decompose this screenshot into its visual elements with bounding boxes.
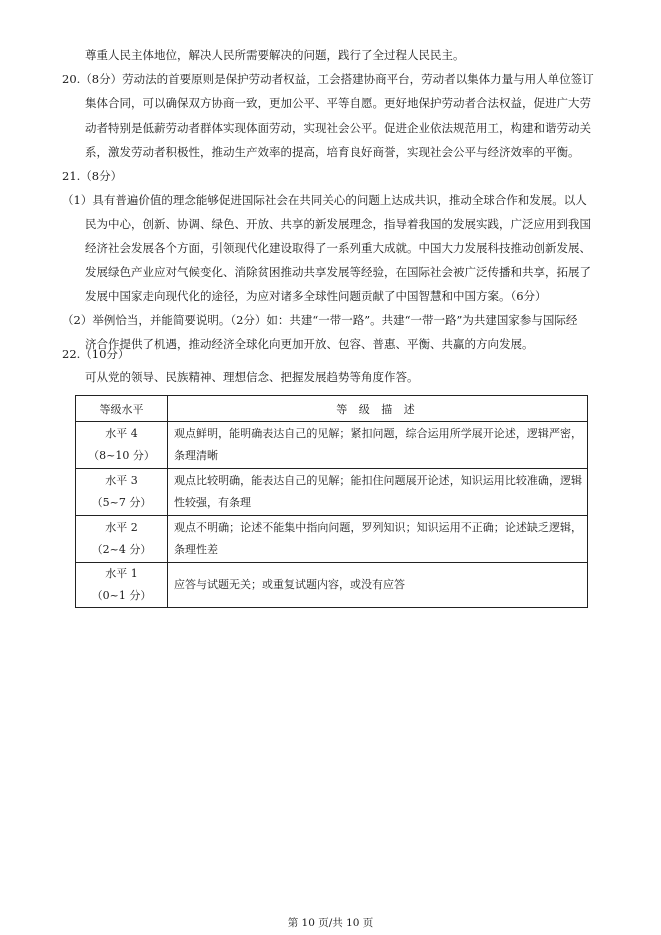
question-21-part2-line: （2）举例恰当，并能简要说明。（2分）如：共建“一带一路”。共建“一带一路”为共建国家参与国际经 [62, 313, 578, 327]
level-cell [76, 563, 168, 608]
question-20-line: 集体合同，可以确保双方协商一致，更加公平、平等自愿。更好地保护劳动者合法权益，促进广大劳 [85, 96, 591, 110]
question-21-part1-line: （1）具有普遍价值的理念能够促进国际社会在共同关心的问题上达成共识，推动全球合作和发展。以人 [62, 193, 587, 207]
level-name: 水平 4 [105, 427, 138, 440]
level-cell [76, 469, 168, 516]
question-20-line: 20.（8分）劳动法的首要原则是保护劳动者权益，工会搭建协商平台，劳动者以集体力量与用人单位签订 [62, 72, 594, 86]
question-21-part1-line: 发展绿色产业应对气候变化、消除贫困推动共享发展等经验，在国际社会被广泛传播和共享，拓展了 [85, 265, 591, 279]
table-row [76, 516, 588, 563]
level-name: 水平 1 [105, 567, 138, 580]
description-cell: 观点鲜明，能明确表达自己的见解；紧扣问题，综合运用所学展开论述，逻辑严密，条理清晰 [168, 422, 588, 469]
question-20-line: 系，激发劳动者积极性，推动生产效率的提高，培育良好商誉，实现社会公平与经济效率的平衡。 [85, 145, 580, 159]
header-level: 等级水平 [76, 396, 168, 422]
level-cell [76, 422, 168, 469]
question-21-part1-line: 民为中心，创新、协调、绿色、开放、共享的新发展理念，指导着我国的发展实践，广泛应用到我国 [85, 217, 591, 231]
text-line: 尊重人民主体地位，解决人民所需要解决的问题，践行了全过程人民民主。 [85, 48, 465, 62]
table-row [76, 563, 588, 608]
grading-table [75, 395, 588, 608]
question-21-part1-line: 发展中国家走向现代化的途径，为应对诸多全球性问题贡献了中国智慧和中国方案。（6分） [85, 289, 547, 303]
level-range: （8~10 分） [88, 449, 155, 462]
question-21-part2-line: 济合作提供了机遇，推动经济全球化向更加开放、包容、普惠、平衡、共赢的方向发展。 [85, 337, 534, 351]
level-cell [76, 516, 168, 563]
level-range: （5~7 分） [91, 496, 152, 509]
question-21-heading: 21.（8分） [62, 169, 123, 183]
question-22-text: 可从党的领导、民族精神、理想信念、把握发展趋势等角度作答。 [85, 370, 419, 384]
level-range: （0~1 分） [91, 589, 152, 602]
question-22-heading: 22.（10分） [62, 347, 130, 361]
level-name: 水平 3 [105, 474, 138, 487]
level-name: 水平 2 [105, 521, 138, 534]
page-footer: 第 10 页/共 10 页 [287, 917, 374, 929]
table-row [76, 469, 588, 516]
description-cell: 观点比较明确，能表达自己的见解；能扣住问题展开论述，知识运用比较准确，逻辑性较强，有条理 [168, 469, 588, 516]
level-range: （2~4 分） [91, 543, 152, 556]
table-row [76, 422, 588, 469]
description-cell: 应答与试题无关；或重复试题内容，或没有应答 [168, 563, 588, 608]
question-20-line: 动者特别是低薪劳动者群体实现体面劳动，实现社会公平。促进企业依法规范用工，构建和谐劳动关 [85, 121, 591, 135]
description-cell: 观点不明确；论述不能集中指向问题，罗列知识；知识运用不正确；论述缺乏逻辑，条理性差 [168, 516, 588, 563]
question-21-part1-line: 经济社会发展各个方面，引领现代化建设取得了一系列重大成就。中国大力发展科技推动创新发展、 [85, 241, 591, 255]
header-description: 等 级 描 述 [168, 396, 588, 422]
table-header-row [76, 396, 588, 422]
